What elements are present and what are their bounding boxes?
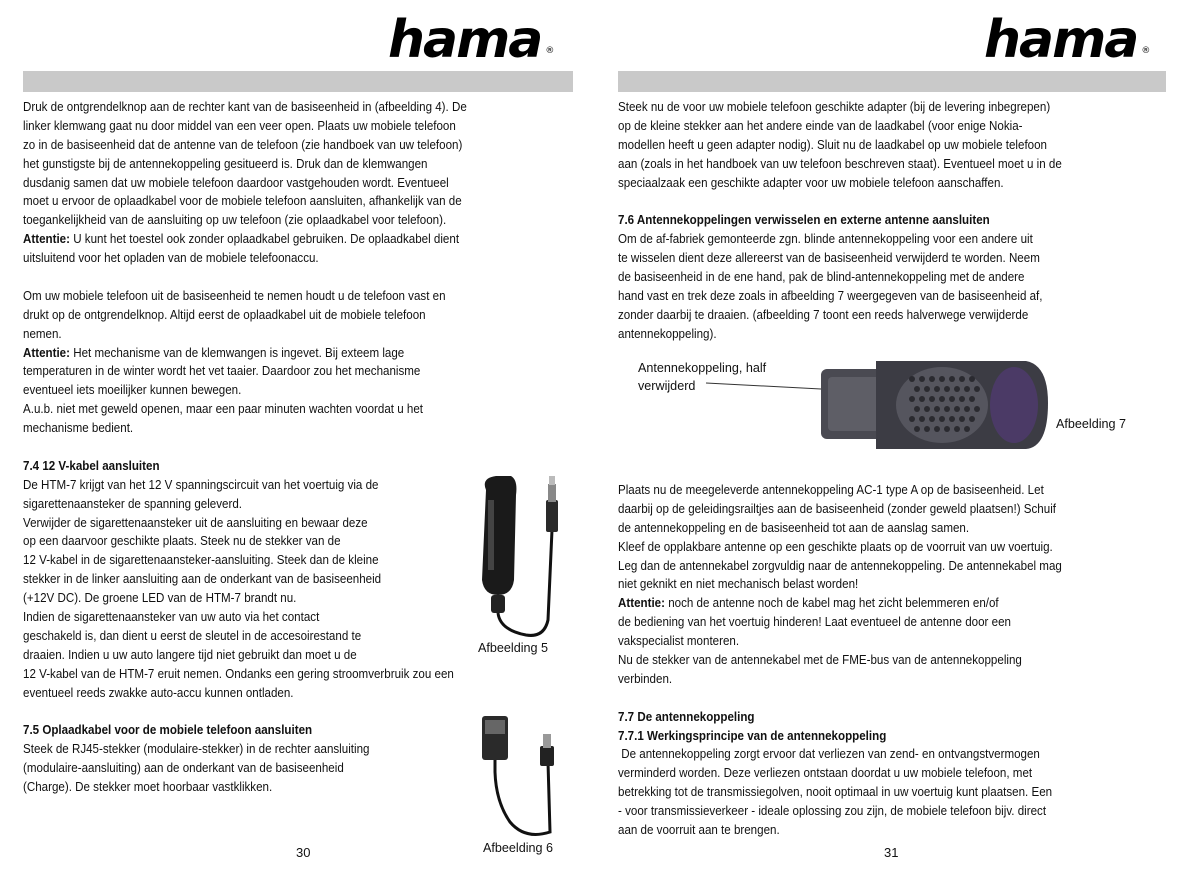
section-heading-7-6: 7.6 Antennekoppelingen verwisselen en externe antenne aansluiten xyxy=(618,213,990,228)
paragraph-line: aan (zoals in het handboek van uw telefoon beschreven staat). Eventueel moet u in de xyxy=(618,156,1062,171)
paragraph-line: sigarettenaansteker de spanning geleverd. xyxy=(23,496,243,511)
paragraph-line: Verwijder de sigarettenaansteker uit de aansluiting en bewaar deze xyxy=(23,515,368,530)
paragraph-line: linker klemwang gaat nu door middel van een veer open. Plaats uw mobiele telefoon xyxy=(23,118,456,133)
paragraph-line: betrekking tot de transmissiegolven, nooit optimaal in uw voertuig kunt plaatsen. Een xyxy=(618,785,1053,800)
attention-label: Attentie: xyxy=(618,596,665,611)
paragraph-line: Nu de stekker van de antennekabel met de FME-bus van de antennekoppeling xyxy=(618,653,1022,668)
paragraph-line: Indien de sigarettenaansteker van uw auto via het contact xyxy=(23,610,320,625)
paragraph-line: (+12V DC). De groene LED van de HTM-7 brandt nu. xyxy=(23,591,297,606)
header-bar xyxy=(23,71,573,92)
paragraph-line: de antennekoppeling en de basiseenheid tot aan de aanslag samen. xyxy=(618,520,970,535)
paragraph-line: (Charge). De stekker moet hoorbaar vastklikken. xyxy=(23,780,273,795)
paragraph-line: Om uw mobiele telefoon uit de basiseenheid te nemen houdt u de telefoon vast en xyxy=(23,288,446,303)
paragraph-line: uitsluitend voor het opladen van de mobiele telefoonaccu. xyxy=(23,251,319,266)
paragraph-line: A.u.b. niet met geweld openen, maar een paar minuten wachten voordat u het xyxy=(23,402,423,417)
paragraph-line: stekker in de linker aansluiting aan de onderkant van de basiseenheid xyxy=(23,572,382,587)
paragraph-line: geschakeld is, dan dient u eerst de sleutel in de accesoirestand te xyxy=(23,628,362,643)
paragraph-line: Leg dan de antennekabel zorgvuldig naar de antennekoppeling. De antennekabel mag xyxy=(618,558,1062,573)
section-heading-7-5: 7.5 Oplaadkabel voor de mobiele telefoon aansluiten xyxy=(23,723,313,738)
paragraph-line: Plaats nu de meegeleverde antennekoppeling AC-1 type A op de basiseenheid. Let xyxy=(618,483,1044,497)
section-heading-7-7-1: 7.7.1 Werkingsprincipe van de antennekoppeling xyxy=(618,728,887,743)
figure-5-caption: Afbeelding 5 xyxy=(478,641,549,655)
paragraph-line: Steek de RJ45-stekker (modulaire-stekker) in de rechter aansluiting xyxy=(23,742,370,757)
paragraph-line: mechanisme bedient. xyxy=(23,421,134,436)
car-plug-image xyxy=(466,470,576,640)
page-number: 31 xyxy=(884,845,899,860)
paragraph-line: temperaturen in de winter wordt het vet taaier. Daardoor zou het mechanisme xyxy=(23,364,421,379)
attention-label: Attentie: xyxy=(23,232,70,247)
hama-logo: hama ® xyxy=(984,10,1149,70)
antenna-coupling-image xyxy=(696,355,1056,455)
left-text-column xyxy=(23,98,467,797)
paragraph-line: Om de af-fabriek gemonteerde zgn. blinde antennekoppeling voor een andere uit xyxy=(618,232,1033,247)
paragraph-line: toegankelijkheid van de aansluiting op uw telefoon (zie oplaadkabel voor telefoon). xyxy=(23,213,447,228)
section-heading-7-4: 7.4 12 V-kabel aansluiten xyxy=(23,458,160,473)
paragraph-line: Druk de ontgrendelknop aan de rechter kant van de basiseenheid in (afbeelding 4). De xyxy=(23,100,467,114)
paragraph-line: De HTM-7 krijgt van het 12 V spanningscircuit van het voertuig via de xyxy=(23,477,379,492)
paragraph-line: eventueel iets moeilijker kunnen bewegen. xyxy=(23,383,242,398)
paragraph-line: Kleef de opplakbare antenne op een geschikte plaats op de voorruit van uw voertuig. xyxy=(618,539,1053,554)
paragraph-line: Steek nu de voor uw mobiele telefoon geschikte adapter (bij de levering inbegrepen) xyxy=(618,100,1051,114)
paragraph-line: (modulaire-aansluiting) aan de onderkant van de basiseenheid xyxy=(23,761,344,776)
paragraph-line: antennekoppeling). xyxy=(618,326,717,341)
attention-line: Attentie: noch de antenne noch de kabel mag het zicht belemmeren en/of xyxy=(618,596,999,611)
header-bar xyxy=(618,71,1166,92)
paragraph-line: 12 V-kabel van de HTM-7 eruit nemen. Ondanks een gering stroomverbruik zou een xyxy=(23,666,454,681)
right-text-column-top xyxy=(618,98,1062,344)
paragraph-line: verbinden. xyxy=(618,671,673,686)
paragraph-line: moet u ervoor de oplaadkabel voor de mobiele telefoon aansluiten, afhankelijk van de xyxy=(23,194,462,209)
paragraph-line: draaien. Indien u uw auto langere tijd niet gebruikt dan moet u de xyxy=(23,647,357,662)
hama-logo: hama ® xyxy=(388,10,553,70)
paragraph-line: de basiseenheid in de ene hand, pak de blind-antennekoppeling met de andere xyxy=(618,270,1025,285)
figure-7-label: Antennekoppeling, half verwijderd xyxy=(638,361,767,393)
paragraph-line: de bediening van het voertuig hinderen! Laat eventueel de antenne door een xyxy=(618,615,1011,630)
paragraph-line: drukt op de ontgrendelknop. Altijd eerst de oplaadkabel uit de mobiele telefoon xyxy=(23,307,426,322)
paragraph-line: speciaalzaak een geschikte adapter voor uw mobiele telefoon aanschaffen. xyxy=(618,175,1004,190)
paragraph-line: op de kleine stekker aan het andere einde van de laadkabel (voor enige Nokia- xyxy=(618,118,1023,133)
right-text-column-bottom xyxy=(618,481,1062,840)
paragraph-line: 12 V-kabel in de sigarettenaansteker-aansluiting. Steek dan de kleine xyxy=(23,553,379,568)
paragraph-line: hand vast en trek deze zoals in afbeelding 7 weergegeven van de basiseenheid af, xyxy=(618,288,1043,303)
paragraph-line: zonder daarbij te draaien. (afbeelding 7 toont een reeds halverwege verwijderde xyxy=(618,307,1029,322)
paragraph-line: nemen. xyxy=(23,326,62,341)
paragraph-line: modellen heeft u geen adapter nodig). Sluit nu de laadkabel op uw mobiele telefoon xyxy=(618,137,1048,152)
paragraph-line: daarbij op de geleidingsrailtjes aan de basiseenheid (zonder geweld plaatsen!) Schuif xyxy=(618,501,1057,516)
paragraph-line: dusdanig samen dat uw mobiele telefoon daardoor vastgehouden wordt. Eventueel xyxy=(23,175,449,190)
rj45-cable-image xyxy=(470,712,570,840)
paragraph-line: - voor transmissieverkeer - ideale oplossing zou zijn, de mobiele telefoon bijv. direct xyxy=(618,804,1047,819)
paragraph-line: vakspecialist monteren. xyxy=(618,634,740,649)
figure-7-caption: Afbeelding 7 xyxy=(1056,417,1127,431)
attention-line: Attentie: Het mechanisme van de klemwangen is ingevet. Bij exteem lage xyxy=(23,345,405,360)
section-heading-7-7: 7.7 De antennekoppeling xyxy=(618,709,755,724)
paragraph-line: De antennekoppeling zorgt ervoor dat verliezen van zend- en ontvangstvermogen xyxy=(618,747,1040,762)
paragraph-line: zo in de basiseenheid dat de antenne van de telefoon (zie handboek van uw telefoon) xyxy=(23,137,463,152)
paragraph-line: het gunstigste bij de antennekoppeling gesitueerd is. Druk dan de klemwangen xyxy=(23,156,428,171)
page-number: 30 xyxy=(296,845,311,860)
right-page xyxy=(596,0,1192,874)
attention-line: Attentie: U kunt het toestel ook zonder oplaadkabel gebruiken. De oplaadkabel dient xyxy=(23,232,460,247)
figure-6-caption: Afbeelding 6 xyxy=(483,841,554,855)
paragraph-line: eventueel reeds zwakke auto-accu kunnen ontladen. xyxy=(23,685,294,700)
paragraph-line: aan de voorruit aan te brengen. xyxy=(618,823,780,838)
paragraph-line: te wisselen dient deze allereerst van de basiseenheid verwijderd te worden. Neem xyxy=(618,251,1040,266)
paragraph-line: verminderd worden. Deze verliezen ontstaan doordat u uw mobiele telefoon, met xyxy=(618,766,1033,781)
paragraph-line: op een daarvoor geschikte plaats. Steek nu de stekker van de xyxy=(23,534,341,549)
attention-label: Attentie: xyxy=(23,345,70,360)
paragraph-line: niet geknikt en niet mechanisch belast worden! xyxy=(618,577,859,592)
